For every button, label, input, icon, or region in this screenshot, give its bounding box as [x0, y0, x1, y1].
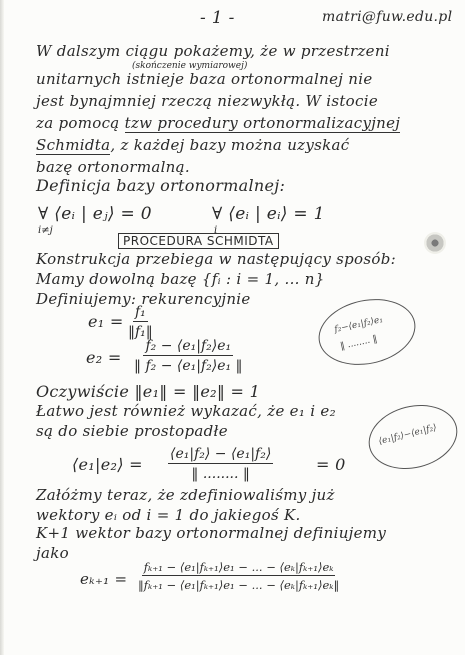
- e2-numerator: f₂ − ⟨e₁|f₂⟩e₁: [145, 338, 232, 354]
- side-note-1-numerator: f₂−⟨e₁|f₂⟩e₁: [333, 314, 384, 336]
- intro-line-6: bazę ortonormalną.: [36, 158, 190, 176]
- ek1-denominator: ‖fₖ₊₁ − ⟨e₁|fₖ₊₁⟩e₁ − ... − ⟨eₖ|fₖ₊₁⟩eₖ‖: [138, 578, 340, 592]
- e1-denominator: ‖f₁‖: [128, 324, 153, 340]
- ek1-fraction: [138, 560, 339, 592]
- author-email: matri@fuw.edu.pl: [322, 9, 453, 25]
- procedure-line-1: Konstrukcja przebiega w następujący sposób:: [36, 250, 396, 268]
- intro-line-4-start: za pomocą: [36, 114, 125, 132]
- intro-line-2: unitarnych istnieje baza ortonormalnej nie: [36, 70, 373, 88]
- e1-fraction: [128, 304, 153, 340]
- orthogonality-subscript: i≠j: [38, 225, 53, 236]
- punch-hole: [424, 232, 446, 254]
- paper-left-edge: [0, 0, 4, 655]
- page-number: - 1 -: [200, 8, 235, 28]
- normalization-subscript: i: [214, 225, 218, 236]
- ek1-numerator: fₖ₊₁ − ⟨e₁|fₖ₊₁⟩e₁ − ... − ⟨eₖ|fₖ₊₁⟩eₖ: [143, 560, 334, 574]
- intro-annotation: (skończenie wymiarowej): [132, 61, 248, 71]
- induction-line-3: K+1 wektor bazy ortonormalnej definiujemy: [36, 524, 387, 542]
- definition-heading: Definicja bazy ortonormalnej:: [36, 176, 286, 195]
- schmidta-underlined: Schmidta: [36, 136, 111, 154]
- e2-fraction: [134, 338, 243, 374]
- induction-line-4: jako: [36, 544, 69, 562]
- intro-line-5: [36, 138, 349, 153]
- intro-line-5-rest: , z każdej bazy można uzyskać: [110, 136, 350, 154]
- side-note-1-denominator: ‖ ........ ‖: [339, 334, 379, 352]
- norm-check-line: Oczywiście ‖e₁‖ = ‖e₂‖ = 1: [36, 382, 261, 401]
- inner-product-fraction: [168, 446, 273, 482]
- inner-product-lhs: ⟨e₁|e₂⟩ =: [72, 455, 143, 474]
- intro-line-4: [36, 116, 400, 131]
- side-note-bubble-1: [312, 291, 421, 374]
- e2-denominator: ‖ f₂ − ⟨e₁|f₂⟩e₁ ‖: [134, 358, 243, 374]
- check-line-2: Łatwo jest również wykazać, że e₁ i e₂: [36, 402, 336, 420]
- procedure-name-underlined: tzw procedury ortonormalizacyjnej: [124, 114, 401, 132]
- e1-lhs: e₁ =: [88, 312, 124, 331]
- procedure-line-3: Definiujemy: rekurencyjnie: [36, 290, 251, 308]
- procedure-line-2: Mamy dowolną bazę {fᵢ : i = 1, ... n}: [36, 270, 325, 288]
- inner-product-numerator: ⟨e₁|f₂⟩ − ⟨e₁|f₂⟩: [170, 446, 272, 462]
- e2-lhs: e₂ =: [86, 348, 122, 367]
- induction-line-2: wektory eᵢ od i = 1 do jakiegoś K.: [36, 506, 301, 524]
- procedure-box-label: PROCEDURA SCHMIDTA: [118, 233, 279, 249]
- check-line-3: są do siebie prostopadłe: [36, 422, 228, 440]
- intro-line-3: jest bynajmniej rzeczą niezwykłą. W istocie: [36, 92, 378, 110]
- ek1-lhs: eₖ₊₁ =: [80, 570, 128, 588]
- normalization-condition: ∀ ⟨eᵢ | eᵢ⟩ = 1: [212, 204, 325, 224]
- e1-numerator: f₁: [135, 304, 146, 320]
- side-note-2: ⟨e₁|f₂⟩−⟨e₁|f₂⟩: [377, 422, 438, 448]
- intro-line-1: W dalszym ciągu pokażemy, że w przestrzeni: [36, 42, 390, 60]
- inner-product-denominator: ‖ ........ ‖: [191, 466, 250, 482]
- induction-line-1: Załóżmy teraz, że zdefiniowaliśmy już: [36, 486, 335, 504]
- inner-product-rhs: = 0: [316, 455, 346, 474]
- orthogonality-condition: ∀ ⟨eᵢ | eⱼ⟩ = 0: [38, 204, 152, 224]
